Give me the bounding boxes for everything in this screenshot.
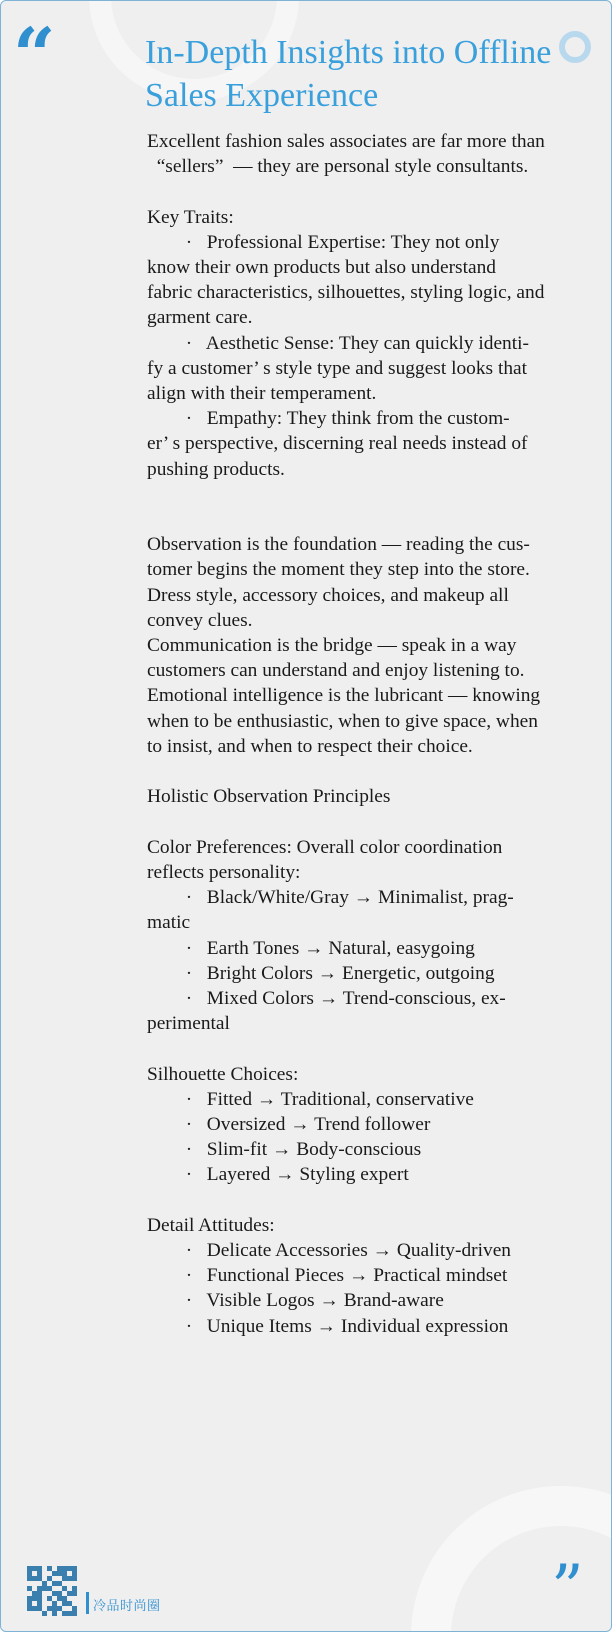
qr-code-icon (27, 1566, 77, 1616)
brand-divider (86, 1592, 89, 1614)
page-title: In-Depth Insights into Offline Sales Experience (145, 34, 552, 114)
brand-logo-text: 冷品时尚圈 (93, 1599, 161, 1614)
article-body: Excellent fashion sales associates are far more than “sellers” — they are personal style consultants. Key Traits: · Professional Expertise: They not only know their own products but also understand fabric characteristics, silhouettes, styling logic, and garment care. · Aesthetic Sense: They can quickly identi- fy a customer’ s style type and suggest looks that align with their temperament. · Empathy: They think from the custom- er’ s perspective, discerning real needs instead of pushing products. Observation is the foundation — reading the cus- tomer begins the moment they step into the store. Dress style, accessory choices, and makeup all convey clues. Communication is the bridge — speak in a way customers can understand and enjoy listening to. Emotional intelligence is the lubricant — knowing when to be enthusiastic, when to give space, when to insist, and when to respect their choice. Holistic Observation Principles Color Preferences: Overall color coordination reflects personality: · Black/White/Gray → Minimalist, prag- matic · Earth Tones → Natural, easygoing · Bright Colors → Energetic, outgoing · Mixed Colors → Trend-conscious, ex- perimental Silhouette Choices: · Fitted → Traditional, conservative · Oversized → Trend follower · Slim-fit → Body-conscious · Layered → Styling expert Detail Attitudes: · Delicate Accessories → Quality-driven · Functional Pieces → Practical mindset · Visible Logos → Brand-aware · Unique Items → Individual expression (147, 131, 545, 1337)
close-quote-icon: ” (551, 1552, 584, 1626)
footer-brand (27, 1566, 161, 1616)
open-quote-icon: “ (13, 13, 56, 99)
